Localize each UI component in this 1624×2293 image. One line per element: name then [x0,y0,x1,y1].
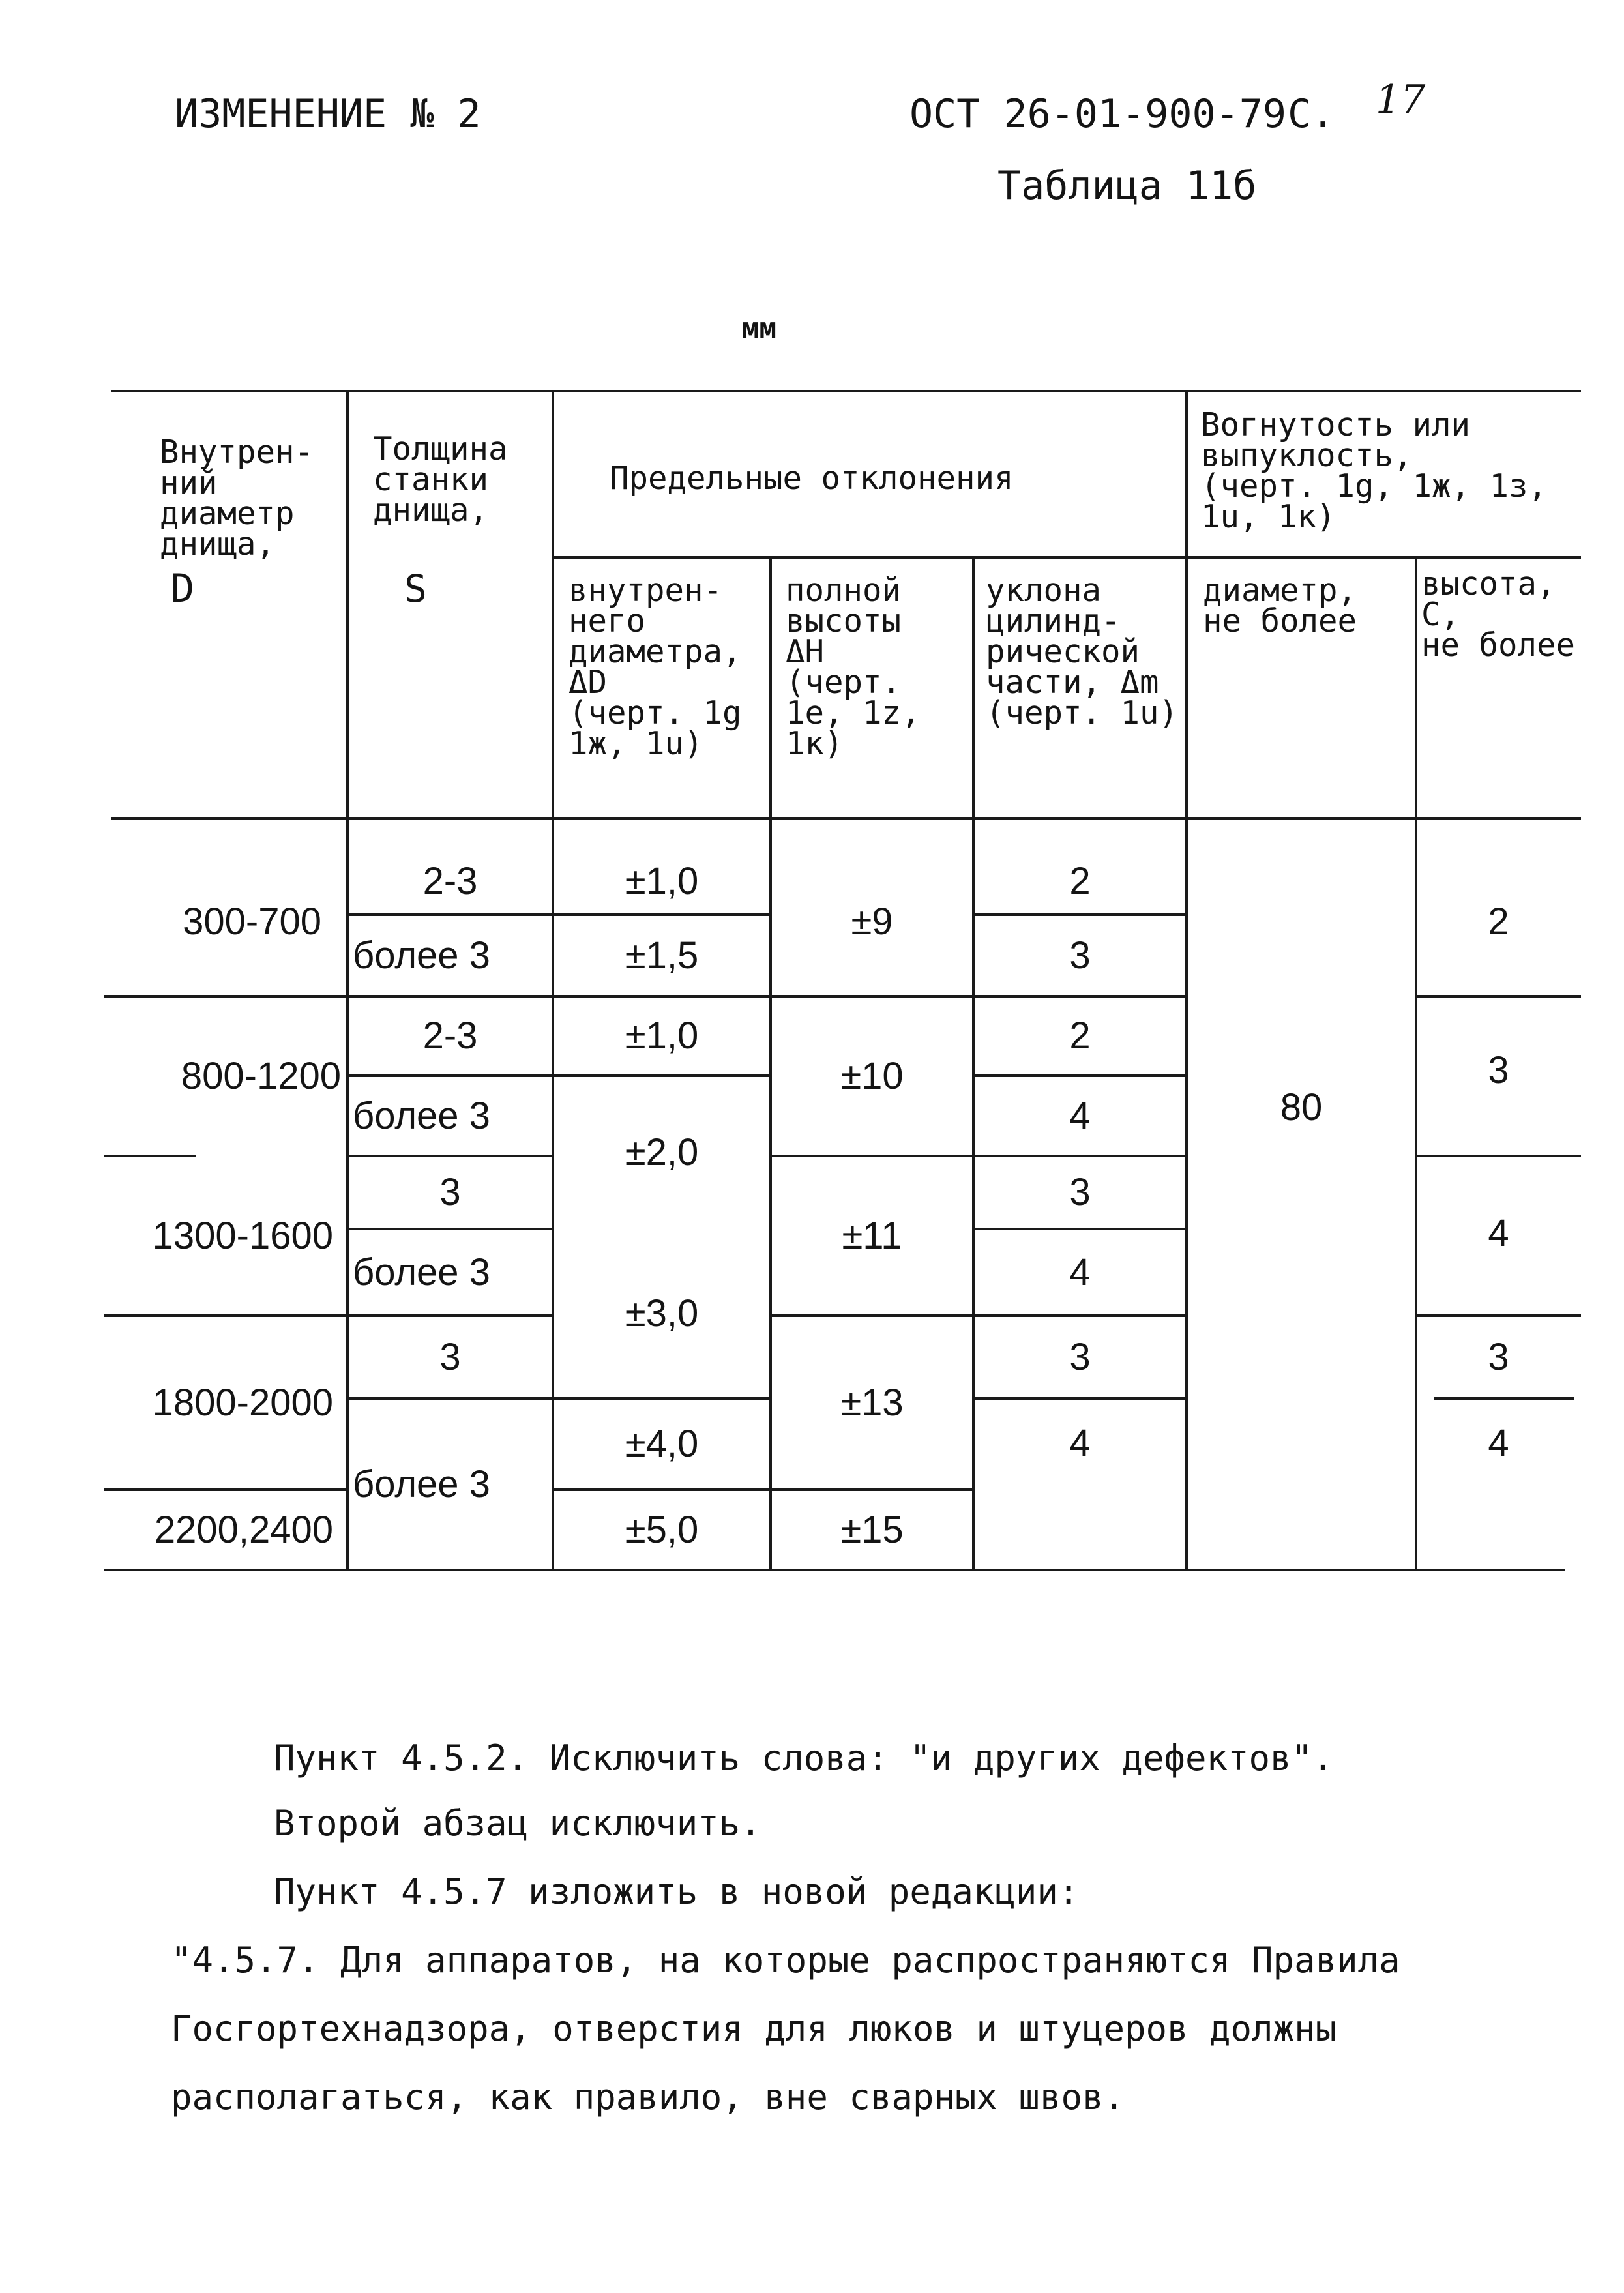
table-cell-dev-m: 4 [1069,1094,1091,1137]
table-cell-dev-d: ±5,0 [625,1508,699,1551]
paragraph-second-abzats: Второй абзац исключить. [274,1803,761,1844]
table-cell-diameter: 300-700 [183,900,321,943]
table-cell-conc-height: 3 [1488,1049,1509,1091]
table-cell-thickness: более 3 [353,934,490,977]
table-cell-dev-m: 2 [1069,859,1091,902]
table-cell-thickness: более 3 [353,1250,490,1294]
header-inner-diameter: Внутрен- ний диаметр днища, [160,434,314,563]
header-thickness: Толщина станки днища, [373,430,508,529]
table-cell-thickness: более 3 [353,1462,490,1505]
table-cell-conc-height: 3 [1488,1335,1509,1378]
table-cell-dev-m: 3 [1069,1171,1091,1213]
paragraph-quote-line-3: располагаться, как правило, вне сварных швов. [171,2077,1125,2118]
page-label: С. [1288,91,1335,137]
table-label: Таблица 11б [997,163,1257,209]
paragraph-item-4-5-7-intro: Пункт 4.5.7 изложить в новой редакции: [274,1871,1080,1912]
header-concavity-height: высота, С, не более [1421,565,1576,664]
table-cell-dev-m: 4 [1069,1422,1091,1464]
table-cell-dev-d: ±1,5 [625,934,699,977]
table-cell-dev-h: ±9 [851,900,893,943]
table-cell-dev-d: ±1,0 [625,1014,699,1057]
table-cell-dev-d: ±4,0 [625,1423,699,1465]
header-dev-slope: уклона цилинд- рической части, Δm (черт. 1u) [986,572,1179,732]
paragraph-quote-line-1: "4.5.7. Для аппаратов, на которые распространяются Правила [171,1940,1400,1981]
header-limit-deviations: Предельные отклонения [610,460,1014,497]
header-dev-full-height: полной высоты ΔH (черт. 1e, 1z, 1к) [786,572,921,762]
table-cell-thickness: 3 [439,1335,461,1378]
change-label: ИЗМЕНЕНИЕ № 2 [175,91,481,137]
table-cell-conc-diameter: 80 [1280,1086,1323,1129]
table-cell-dev-m: 3 [1069,1335,1091,1378]
page-number: 17 [1376,77,1426,123]
table-cell-dev-h: ±10 [840,1054,904,1097]
table-cell-dev-d: ±3,0 [625,1292,699,1335]
table-cell-conc-height: 2 [1488,900,1509,943]
table-cell-diameter: 800-1200 [181,1054,341,1097]
table-cell-diameter: 2200,2400 [154,1508,333,1551]
header-thickness-symbol: S [404,567,427,611]
header-concavity-diameter: диаметр, не более [1203,572,1357,640]
units-label: мм [742,312,776,345]
table-cell-dev-d: ±2,0 [625,1131,699,1174]
table-cell-thickness: 3 [439,1171,461,1213]
header-inner-diameter-symbol: D [171,566,195,612]
table-cell-diameter: 1800-2000 [152,1381,333,1424]
header-dev-inner-diameter: внутрен- него диаметра, ΔD (черт. 1g 1ж, 1u) [568,572,742,762]
table-cell-conc-height: 4 [1488,1422,1509,1464]
table-cell-dev-h: ±11 [842,1214,902,1257]
table-cell-dev-d: ±1,0 [625,859,699,902]
table-cell-dev-h: ±15 [840,1508,904,1551]
table-cell-conc-height: 4 [1488,1212,1509,1254]
paragraph-item-4-5-2: Пункт 4.5.2. Исключить слова: "и других дефектов". [274,1738,1334,1779]
table-cell-dev-m: 4 [1069,1250,1091,1294]
table-cell-diameter: 1300-1600 [152,1214,333,1257]
table-cell-dev-h: ±13 [840,1381,904,1424]
table-cell-dev-m: 3 [1069,934,1091,977]
paragraph-quote-line-2: Госгортехнадзора, отверстия для люков и штуцеров должны [171,2008,1337,2049]
header-concavity: Вогнутость или выпуклость, (черт. 1g, 1ж, 1з, 1u, 1к) [1201,406,1548,535]
table-cell-thickness: 2-3 [422,1014,478,1057]
table-cell-dev-m: 2 [1069,1014,1091,1057]
table-cell-thickness: более 3 [353,1094,490,1137]
table-cell-thickness: 2-3 [422,859,478,902]
standard-number: ОСТ 26-01-900-79 [909,91,1286,137]
